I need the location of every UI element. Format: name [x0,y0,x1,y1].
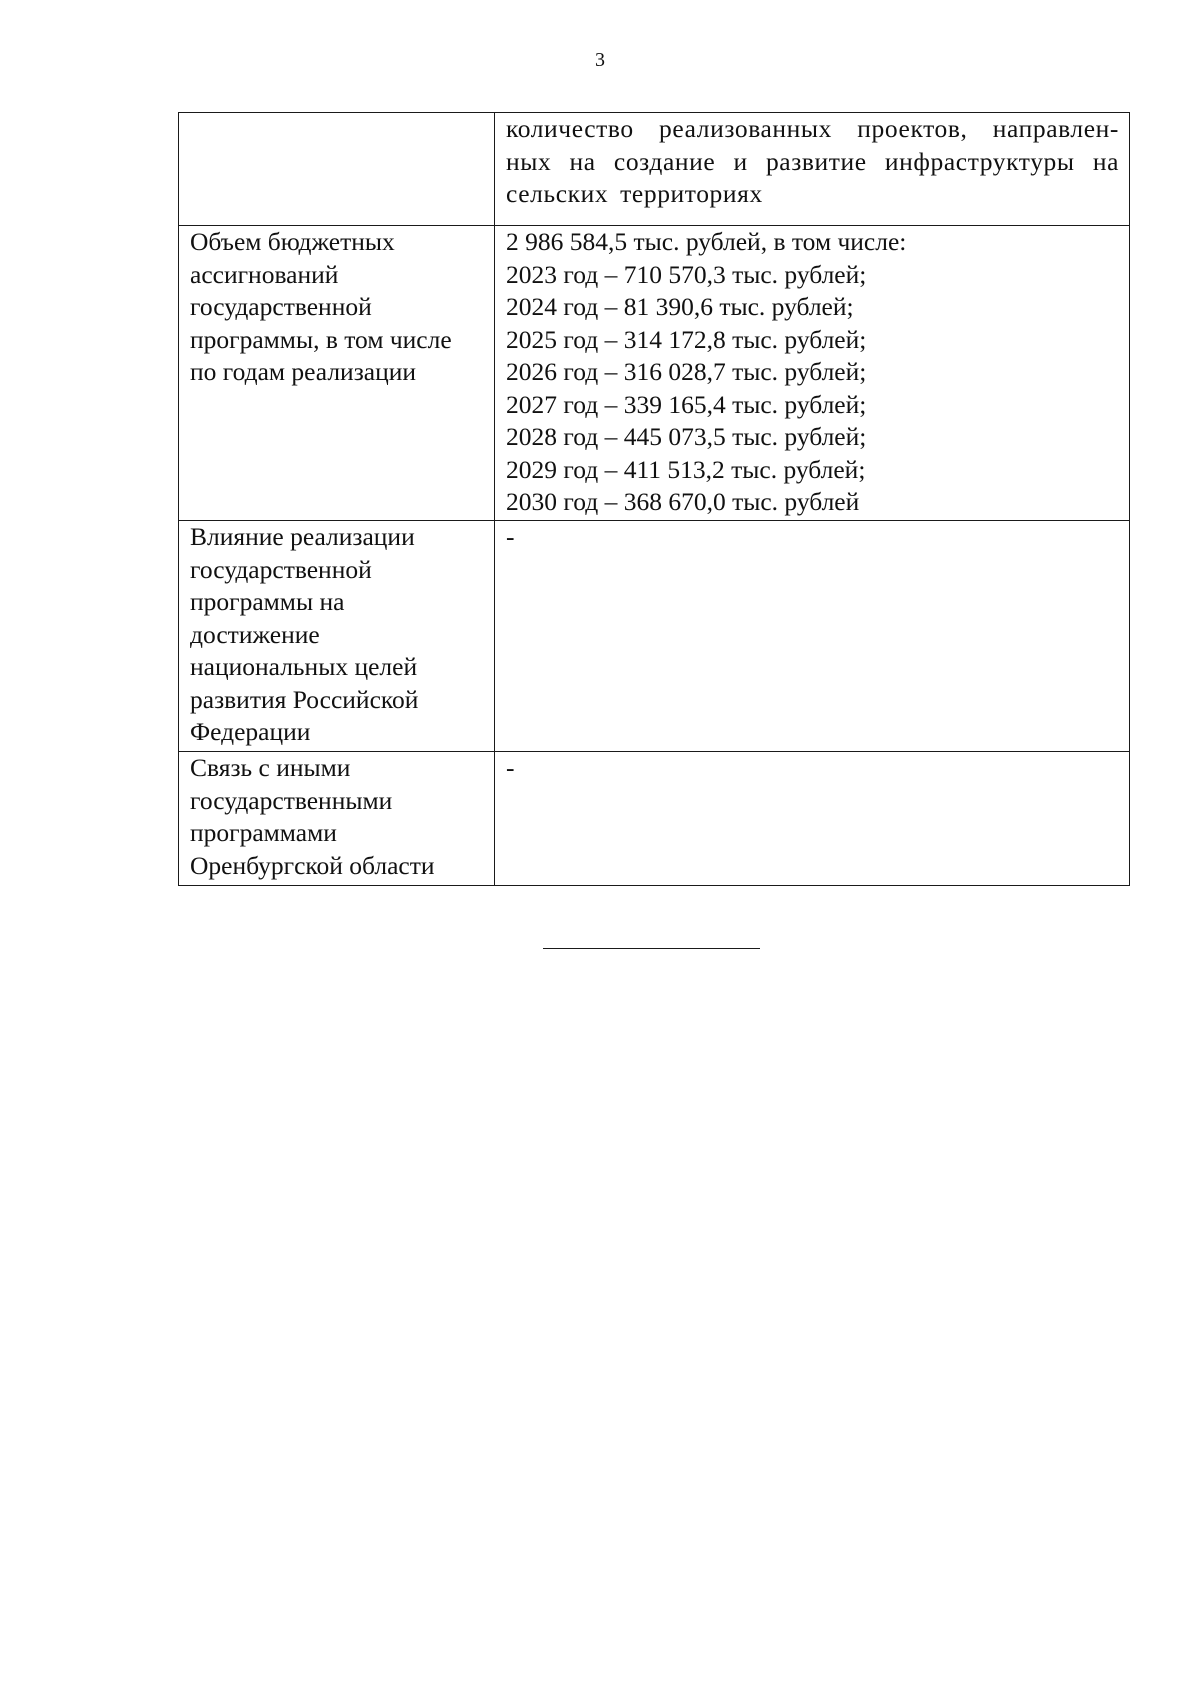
row-value-cell [495,752,1130,886]
label-line: Объем бюджетных [190,227,395,256]
row-value-cell [495,521,1130,752]
label-line: национальных целей [190,652,418,681]
label-line: Федерации [190,717,311,746]
value-line: 2023 год – 710 570,3 тыс. рублей; [506,259,867,289]
table-row-related-programs [179,752,1130,886]
row-value-cell [495,113,1130,226]
label-line: программы, в том числе [190,324,452,354]
page-number: 3 [595,49,605,71]
value-line: 2026 год – 316 028,7 тыс. рублей; [506,357,867,386]
label-line: достижение [190,619,320,649]
value-line: количество реализованных проектов, направлен- [506,114,1119,143]
label-line: Влияние реализации [190,522,415,551]
row-label-cell [179,113,495,226]
program-passport-table [178,112,1130,886]
label-line: государственной [190,292,372,321]
table-row-national-goals-influence [179,521,1130,752]
row-label-cell [179,521,495,752]
table-row-budget [179,226,1130,521]
value-line: - [506,522,515,551]
label-line: ассигнований [190,259,339,289]
label-line: развития Российской [190,684,419,714]
label-line: Оренбургской области [190,850,435,880]
value-line: 2029 год – 411 513,2 тыс. рублей; [506,454,866,484]
value-line: 2027 год – 339 165,4 тыс. рублей; [506,389,867,419]
value-line: ных на создание и развитие инфраструктуры на [506,146,1119,176]
value-line: 2028 год – 445 073,5 тыс. рублей; [506,422,867,451]
value-line: 2025 год – 314 172,8 тыс. рублей; [506,324,867,354]
value-line: 2030 год – 368 670,0 тыс. рублей [506,487,860,516]
row-value-cell [495,226,1130,521]
label-line: Связь с иными [190,753,351,782]
label-line: программами [190,818,337,847]
value-line: сельских территориях [506,179,763,208]
label-line: программы на [190,587,345,616]
row-label-cell [179,752,495,886]
label-line: по годам реализации [190,357,417,386]
value-line: 2024 год – 81 390,6 тыс. рублей; [506,292,854,321]
label-line: государственной [190,554,372,584]
value-line: 2 986 584,5 тыс. рублей, в том числе: [506,227,907,256]
row-label-cell [179,226,495,521]
closing-divider-line [543,948,760,949]
table-row-indicator-continuation [179,113,1130,226]
value-line: - [506,753,515,782]
label-line: государственными [190,785,393,815]
